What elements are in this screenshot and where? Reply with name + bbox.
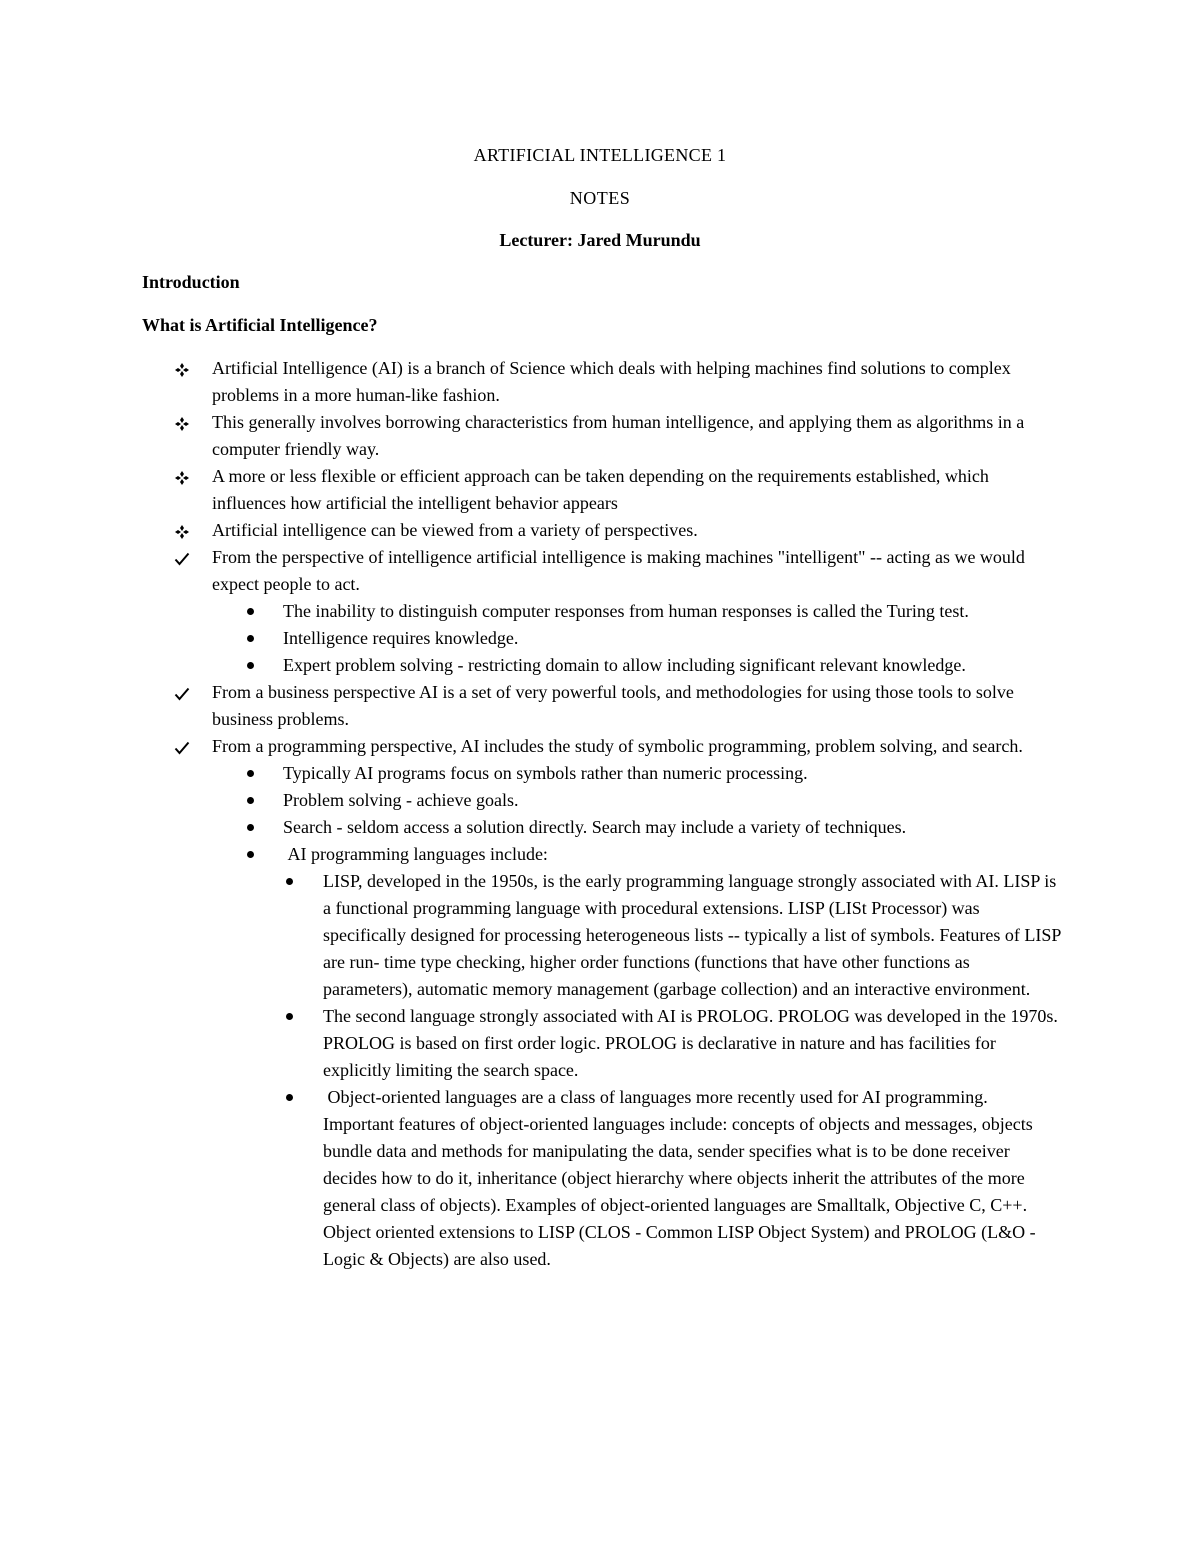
dot-bullet-icon [247,814,254,841]
list-item-text: From a business perspective AI is a set of very powerful tools, and methodologies for using those tools to solve business problems. [212,682,1019,729]
dot-bullet-icon [286,1003,293,1030]
list-item-text: From the perspective of intelligence artificial intelligence is making machines "intelligent" -- acting as we would expect people to act. [212,547,1030,594]
list-item [0,760,1053,787]
dot-bullet-icon [286,868,293,895]
diamond-bullet-icon [174,355,190,382]
list-item-text: The inability to distinguish computer responses from human responses is called the Turing test. [283,601,969,621]
list-item-text: AI programming languages include: [283,844,548,864]
checkmark-icon [174,679,190,706]
list-item-text: This generally involves borrowing characteristics from human intelligence, and applying them as algorithms in a computer friendly way. [212,412,1029,459]
diamond-bullet-icon [174,463,190,490]
list-item [0,652,1053,679]
list-item [0,841,1053,868]
list-item-text: Expert problem solving - restricting domain to allow including significant relevant knowledge. [283,655,966,675]
list-item [0,463,1060,517]
list-item [0,814,1053,841]
list-item-text: LISP, developed in the 1950s, is the early programming language strongly associated with AI. LISP is a functional programming language with procedural extensions. LISP (LISt Processor) was specifically designed for processing heterogeneous lists -- typically a list of symbols. Features of LISP are run- time type checking, higher order functions (functions that have other functions as parameters), automatic memory management (garbage collection) and an interactive environment. [323,871,1066,999]
notes-bullet-list [0,355,1200,1273]
section-heading-what-is-ai: What is Artificial Intelligence? [142,315,378,335]
list-item [0,868,1066,1003]
section-heading-introduction: Introduction [142,272,240,292]
dot-bullet-icon [247,841,254,868]
document-subtitle: NOTES [569,188,631,208]
dot-bullet-icon [286,1084,293,1111]
lecturer-line: Lecturer: Jared Murundu [499,230,701,250]
list-item [0,598,1053,625]
checkmark-icon [174,544,190,571]
diamond-bullet-icon [174,517,190,544]
list-item-text: The second language strongly associated with AI is PROLOG. PROLOG was developed in the 1970s. PROLOG is based on first order logic. PROLOG is declarative in nature and has facilities for explicitly limiting the search space. [323,1006,1063,1080]
list-item-text: A more or less flexible or efficient approach can be taken depending on the requirements established, which influences how artificial the intelligent behavior appears [212,466,994,513]
dot-bullet-icon [247,598,254,625]
list-item-text: Problem solving - achieve goals. [283,790,519,810]
list-item [0,355,1060,409]
list-item-text: Search - seldom access a solution directly. Search may include a variety of techniques. [283,817,907,837]
list-item-text: Typically AI programs focus on symbols rather than numeric processing. [283,763,808,783]
list-item-text: Object-oriented languages are a class of languages more recently used for AI programming. Important features of object-oriented languages include: concepts of objects and messages, objects bundle data and methods for manipulating the data, sender specifies what is to be done receiver decides how to do it, inheritance (object hierarchy where objects inherit the attributes of the more general class of objects). Examples of object-oriented languages are Smalltalk, Objective C, C++. Object oriented extensions to LISP (CLOS - Common LISP Object System) and PROLOG (L&O - Logic & Objects) are also used. [323,1087,1041,1269]
list-item [0,544,1060,598]
list-item-text: From a programming perspective, AI includes the study of symbolic programming, problem solving, and search. [212,736,1023,756]
list-item [0,787,1053,814]
dot-bullet-icon [247,652,254,679]
dot-bullet-icon [247,625,254,652]
list-item [0,409,1060,463]
dot-bullet-icon [247,787,254,814]
diamond-bullet-icon [174,409,190,436]
list-item-text: Artificial Intelligence (AI) is a branch of Science which deals with helping machines find solutions to complex problems in a more human-like fashion. [212,358,1016,405]
document-title: ARTIFICIAL INTELLIGENCE 1 [473,145,727,165]
list-item-text: Artificial intelligence can be viewed from a variety of perspectives. [212,520,698,540]
list-item [0,1084,1063,1273]
list-item-text: Intelligence requires knowledge. [283,628,519,648]
list-item [0,733,1060,760]
list-item [0,517,1060,544]
dot-bullet-icon [247,760,254,787]
list-item [0,679,1060,733]
list-item [0,1003,1063,1084]
list-item [0,625,1053,652]
checkmark-icon [174,733,190,760]
